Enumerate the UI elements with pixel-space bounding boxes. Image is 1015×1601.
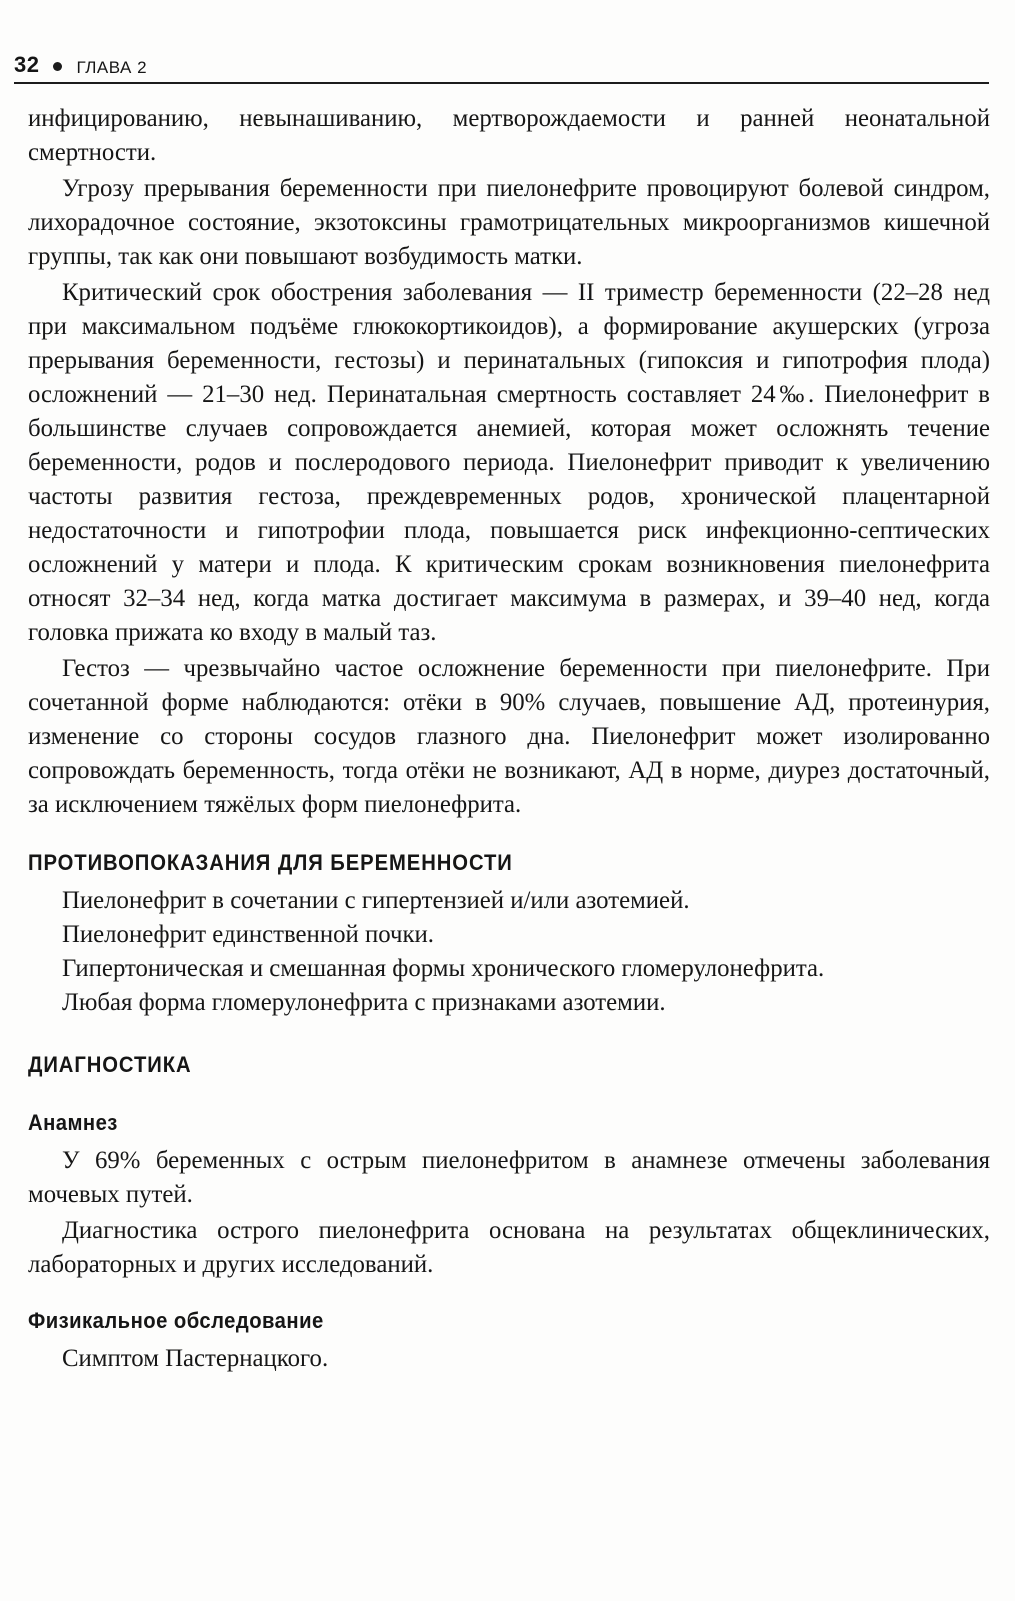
body-paragraph: инфицированию, невынашиванию, мертворождаемости и ранней неонатальной смертности.: [28, 105, 990, 166]
subsection-heading-anamnesis: Анамнез: [28, 1110, 118, 1135]
page-number: 32: [14, 52, 40, 77]
running-header: [14, 48, 989, 84]
body-paragraph: Угрозу прерывания беременности при пиелонефрите провоцируют болевой синдром, лихорадочное состояние, экзотоксины грамотрицательных микроорганизмов кишечной группы, так как они повышают возбудимость матки.: [28, 175, 990, 270]
bullet-separator: [53, 62, 62, 71]
body-paragraph: У 69% беременных с острым пиелонефритом в анамнезе отмечены заболевания мочевых путей.: [28, 1147, 990, 1208]
chapter-label: ГЛАВА 2: [76, 58, 148, 77]
section-heading-contraindications: ПРОТИВОПОКАЗАНИЯ ДЛЯ БЕРЕМЕННОСТИ: [28, 850, 513, 875]
subsection-heading-physical-exam: Физикальное обследование: [28, 1308, 324, 1333]
body-paragraph: Диагностика острого пиелонефрита основана на результатах общеклинических, лабораторных и других исследований.: [28, 1217, 990, 1278]
body-paragraph: Гестоз — чрезвычайно частое осложнение беременности при пиелонефрите. При сочетанной форме наблюдаются: отёки в 90% случаев, повышение АД, протеинурия, изменение со стороны сосудов глазного дна. Пиелонефрит может изолированно сопровождать беременность, тогда отёки не возникают, АД в норме, диурез достаточный, за исключением тяжёлых форм пиелонефрита.: [28, 655, 990, 818]
body-paragraph: Симптом Пастернацкого.: [62, 1345, 329, 1372]
section-heading-diagnostics: ДИАГНОСТИКА: [28, 1052, 192, 1077]
list-item: Любая форма гломерулонефрита с признаками азотемии.: [62, 989, 666, 1016]
list-item: Гипертоническая и смешанная формы хронического гломерулонефрита.: [62, 955, 825, 982]
list-item: Пиелонефрит единственной почки.: [62, 921, 434, 948]
body-paragraph: Критический срок обострения заболевания — II триместр беременности (22–28 нед при максимальном подъёме глюкокортикоидов), а формирование акушерских (угроза прерывания беременности, гестозы) и перинатальных (гипоксия и гипотрофия плода) осложнений — 21–30 нед. Перинатальная смертность составляет 24‰. Пиелонефрит в большинстве случаев сопровождается анемией, которая может осложнять течение беременности, родов и послеродового периода. Пиелонефрит приводит к увеличению частоты развития гестоза, преждевременных родов, хронической плацентарной недостаточности и гипотрофии плода, повышается риск инфекционно-септических осложнений у матери и плода. К критическим срокам возникновения пиелонефрита относят 32–34 нед, когда матка достигает максимума в размерах, и 39–40 нед, когда головка прижата ко входу в малый таз.: [28, 279, 990, 646]
page-body: [28, 102, 990, 1376]
list-item: Пиелонефрит в сочетании с гипертензией и/или азотемией.: [62, 887, 690, 914]
contraindications-list: [28, 884, 990, 1020]
